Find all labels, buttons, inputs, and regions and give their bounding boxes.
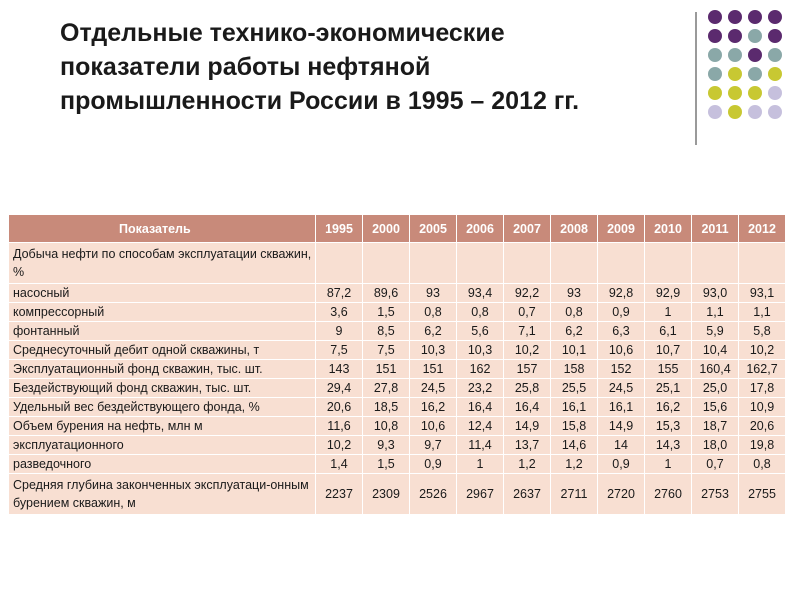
value-cell: [410, 243, 457, 284]
value-cell: 9,3: [363, 436, 410, 455]
value-cell: 1: [645, 455, 692, 474]
value-cell: 16,4: [504, 398, 551, 417]
value-cell: 2755: [739, 474, 786, 515]
value-cell: 11,6: [316, 417, 363, 436]
value-cell: [598, 243, 645, 284]
value-cell: 0,9: [598, 303, 645, 322]
row-label: фонтанный: [9, 322, 316, 341]
value-cell: 93: [551, 284, 598, 303]
value-cell: 25,0: [692, 379, 739, 398]
decorative-dot: [708, 105, 722, 119]
value-cell: 1,5: [363, 455, 410, 474]
value-cell: 18,0: [692, 436, 739, 455]
value-cell: 5,8: [739, 322, 786, 341]
value-cell: 143: [316, 360, 363, 379]
value-cell: 151: [363, 360, 410, 379]
value-cell: 18,5: [363, 398, 410, 417]
value-cell: 2637: [504, 474, 551, 515]
value-cell: 151: [410, 360, 457, 379]
value-cell: 14,6: [551, 436, 598, 455]
value-cell: 3,6: [316, 303, 363, 322]
table-row: [9, 417, 786, 436]
value-cell: 5,9: [692, 322, 739, 341]
value-cell: 2309: [363, 474, 410, 515]
value-cell: 162,7: [739, 360, 786, 379]
slide-title: [60, 16, 670, 118]
value-cell: 1: [645, 303, 692, 322]
decorative-dot: [768, 48, 782, 62]
value-cell: 92,2: [504, 284, 551, 303]
value-cell: 0,7: [692, 455, 739, 474]
table-row: [9, 341, 786, 360]
indicators-table: [8, 214, 786, 515]
decorative-dot: [768, 29, 782, 43]
value-cell: 158: [551, 360, 598, 379]
value-cell: 23,2: [457, 379, 504, 398]
header-year: 2005: [410, 215, 457, 243]
row-label: Объем бурения на нефть, млн м: [9, 417, 316, 436]
value-cell: 2237: [316, 474, 363, 515]
header-year: 2010: [645, 215, 692, 243]
value-cell: 7,5: [316, 341, 363, 360]
header-year: 2012: [739, 215, 786, 243]
table-row: [9, 243, 786, 284]
value-cell: 25,5: [551, 379, 598, 398]
value-cell: 1,1: [692, 303, 739, 322]
value-cell: 6,1: [645, 322, 692, 341]
value-cell: 16,1: [551, 398, 598, 417]
value-cell: 11,4: [457, 436, 504, 455]
value-cell: 10,3: [457, 341, 504, 360]
decorative-dot: [708, 10, 722, 24]
value-cell: 1,5: [363, 303, 410, 322]
value-cell: [316, 243, 363, 284]
value-cell: [457, 243, 504, 284]
value-cell: 160,4: [692, 360, 739, 379]
table-row: [9, 455, 786, 474]
decorative-dot: [728, 105, 742, 119]
value-cell: 93,4: [457, 284, 504, 303]
title-line-1: Отдельные технико-экономические: [60, 19, 505, 47]
table-row: [9, 379, 786, 398]
title-line-2: показатели работы нефтяной: [60, 53, 431, 81]
value-cell: 20,6: [739, 417, 786, 436]
row-label: Бездействующий фонд скважин, тыс. шт.: [9, 379, 316, 398]
value-cell: 14,9: [598, 417, 645, 436]
value-cell: [363, 243, 410, 284]
value-cell: 2760: [645, 474, 692, 515]
value-cell: 10,2: [739, 341, 786, 360]
decorative-dot: [748, 48, 762, 62]
decorative-dot: [728, 48, 742, 62]
value-cell: 0,9: [410, 455, 457, 474]
value-cell: 0,7: [504, 303, 551, 322]
row-label: Среднесуточный дебит одной скважины, т: [9, 341, 316, 360]
value-cell: 1: [457, 455, 504, 474]
value-cell: 1,4: [316, 455, 363, 474]
value-cell: 15,8: [551, 417, 598, 436]
value-cell: 1,2: [551, 455, 598, 474]
value-cell: 10,7: [645, 341, 692, 360]
value-cell: 16,1: [598, 398, 645, 417]
row-label: Удельный вес бездействующего фонда, %: [9, 398, 316, 417]
decorative-dot: [708, 67, 722, 81]
value-cell: 14: [598, 436, 645, 455]
value-cell: 20,6: [316, 398, 363, 417]
header-year: 2009: [598, 215, 645, 243]
value-cell: 2967: [457, 474, 504, 515]
decorative-dot: [768, 67, 782, 81]
value-cell: 6,2: [551, 322, 598, 341]
value-cell: [692, 243, 739, 284]
value-cell: 19,8: [739, 436, 786, 455]
value-cell: 0,8: [410, 303, 457, 322]
value-cell: 87,2: [316, 284, 363, 303]
header-year: 2000: [363, 215, 410, 243]
table-header-row: [9, 215, 786, 243]
value-cell: 92,8: [598, 284, 645, 303]
value-cell: 24,5: [410, 379, 457, 398]
value-cell: 0,8: [457, 303, 504, 322]
table-row: [9, 360, 786, 379]
decorative-dot: [728, 67, 742, 81]
value-cell: 10,6: [410, 417, 457, 436]
value-cell: 17,8: [739, 379, 786, 398]
table-row: [9, 284, 786, 303]
header-year: 1995: [316, 215, 363, 243]
header-year: 2008: [551, 215, 598, 243]
value-cell: 10,1: [551, 341, 598, 360]
value-cell: 10,9: [739, 398, 786, 417]
decorative-dot: [748, 105, 762, 119]
value-cell: 29,4: [316, 379, 363, 398]
decorative-dot: [728, 29, 742, 43]
row-label: компрессорный: [9, 303, 316, 322]
value-cell: 10,8: [363, 417, 410, 436]
value-cell: 15,3: [645, 417, 692, 436]
value-cell: 93,0: [692, 284, 739, 303]
value-cell: 0,8: [551, 303, 598, 322]
decorative-dot: [708, 86, 722, 100]
value-cell: 8,5: [363, 322, 410, 341]
table-row: [9, 322, 786, 341]
indicators-table-container: [8, 214, 785, 515]
value-cell: 93,1: [739, 284, 786, 303]
value-cell: 93: [410, 284, 457, 303]
value-cell: 2753: [692, 474, 739, 515]
value-cell: [504, 243, 551, 284]
value-cell: 6,3: [598, 322, 645, 341]
value-cell: 24,5: [598, 379, 645, 398]
value-cell: 89,6: [363, 284, 410, 303]
value-cell: 155: [645, 360, 692, 379]
value-cell: 13,7: [504, 436, 551, 455]
value-cell: 2711: [551, 474, 598, 515]
decorative-dot: [748, 86, 762, 100]
value-cell: 2526: [410, 474, 457, 515]
title-line-3: промышленности России в 1995 – 2012 гг.: [60, 87, 580, 115]
value-cell: 14,9: [504, 417, 551, 436]
decorative-divider: [695, 12, 697, 145]
header-year: 2007: [504, 215, 551, 243]
value-cell: 27,8: [363, 379, 410, 398]
value-cell: 157: [504, 360, 551, 379]
value-cell: [739, 243, 786, 284]
value-cell: 15,6: [692, 398, 739, 417]
row-label: Эксплуатационный фонд скважин, тыс. шт.: [9, 360, 316, 379]
decorative-dot: [768, 86, 782, 100]
value-cell: [645, 243, 692, 284]
decorative-dot: [708, 48, 722, 62]
header-year: 2011: [692, 215, 739, 243]
decorative-dot: [748, 29, 762, 43]
decorative-dot: [748, 67, 762, 81]
value-cell: 18,7: [692, 417, 739, 436]
table-body: [9, 243, 786, 515]
value-cell: 10,3: [410, 341, 457, 360]
value-cell: 9: [316, 322, 363, 341]
table-row: [9, 436, 786, 455]
value-cell: 1,2: [504, 455, 551, 474]
value-cell: 25,8: [504, 379, 551, 398]
value-cell: 25,1: [645, 379, 692, 398]
value-cell: 162: [457, 360, 504, 379]
header-indicator: Показатель: [9, 215, 316, 243]
value-cell: 16,4: [457, 398, 504, 417]
value-cell: 6,2: [410, 322, 457, 341]
value-cell: 152: [598, 360, 645, 379]
row-label: эксплуатационного: [9, 436, 316, 455]
header-year: 2006: [457, 215, 504, 243]
value-cell: 1,1: [739, 303, 786, 322]
row-label: Добыча нефти по способам эксплуатации скважин, %: [9, 243, 316, 284]
table-row: [9, 398, 786, 417]
decorative-dot: [728, 10, 742, 24]
value-cell: 7,5: [363, 341, 410, 360]
value-cell: 5,6: [457, 322, 504, 341]
value-cell: 2720: [598, 474, 645, 515]
value-cell: 9,7: [410, 436, 457, 455]
value-cell: [551, 243, 598, 284]
value-cell: 14,3: [645, 436, 692, 455]
decorative-dot: [748, 10, 762, 24]
value-cell: 0,8: [739, 455, 786, 474]
row-label: Средняя глубина законченных эксплуатаци-онным бурением скважин, м: [9, 474, 316, 515]
row-label: разведочного: [9, 455, 316, 474]
table-row: [9, 303, 786, 322]
value-cell: 16,2: [410, 398, 457, 417]
decorative-dot: [768, 10, 782, 24]
decorative-dot: [768, 105, 782, 119]
value-cell: 16,2: [645, 398, 692, 417]
decorative-dot-grid: [708, 10, 798, 130]
value-cell: 10,2: [316, 436, 363, 455]
value-cell: 10,2: [504, 341, 551, 360]
decorative-dot: [708, 29, 722, 43]
value-cell: 92,9: [645, 284, 692, 303]
row-label: насосный: [9, 284, 316, 303]
value-cell: 7,1: [504, 322, 551, 341]
table-row: [9, 474, 786, 515]
decorative-dot: [728, 86, 742, 100]
value-cell: 0,9: [598, 455, 645, 474]
value-cell: 10,4: [692, 341, 739, 360]
value-cell: 10,6: [598, 341, 645, 360]
value-cell: 12,4: [457, 417, 504, 436]
